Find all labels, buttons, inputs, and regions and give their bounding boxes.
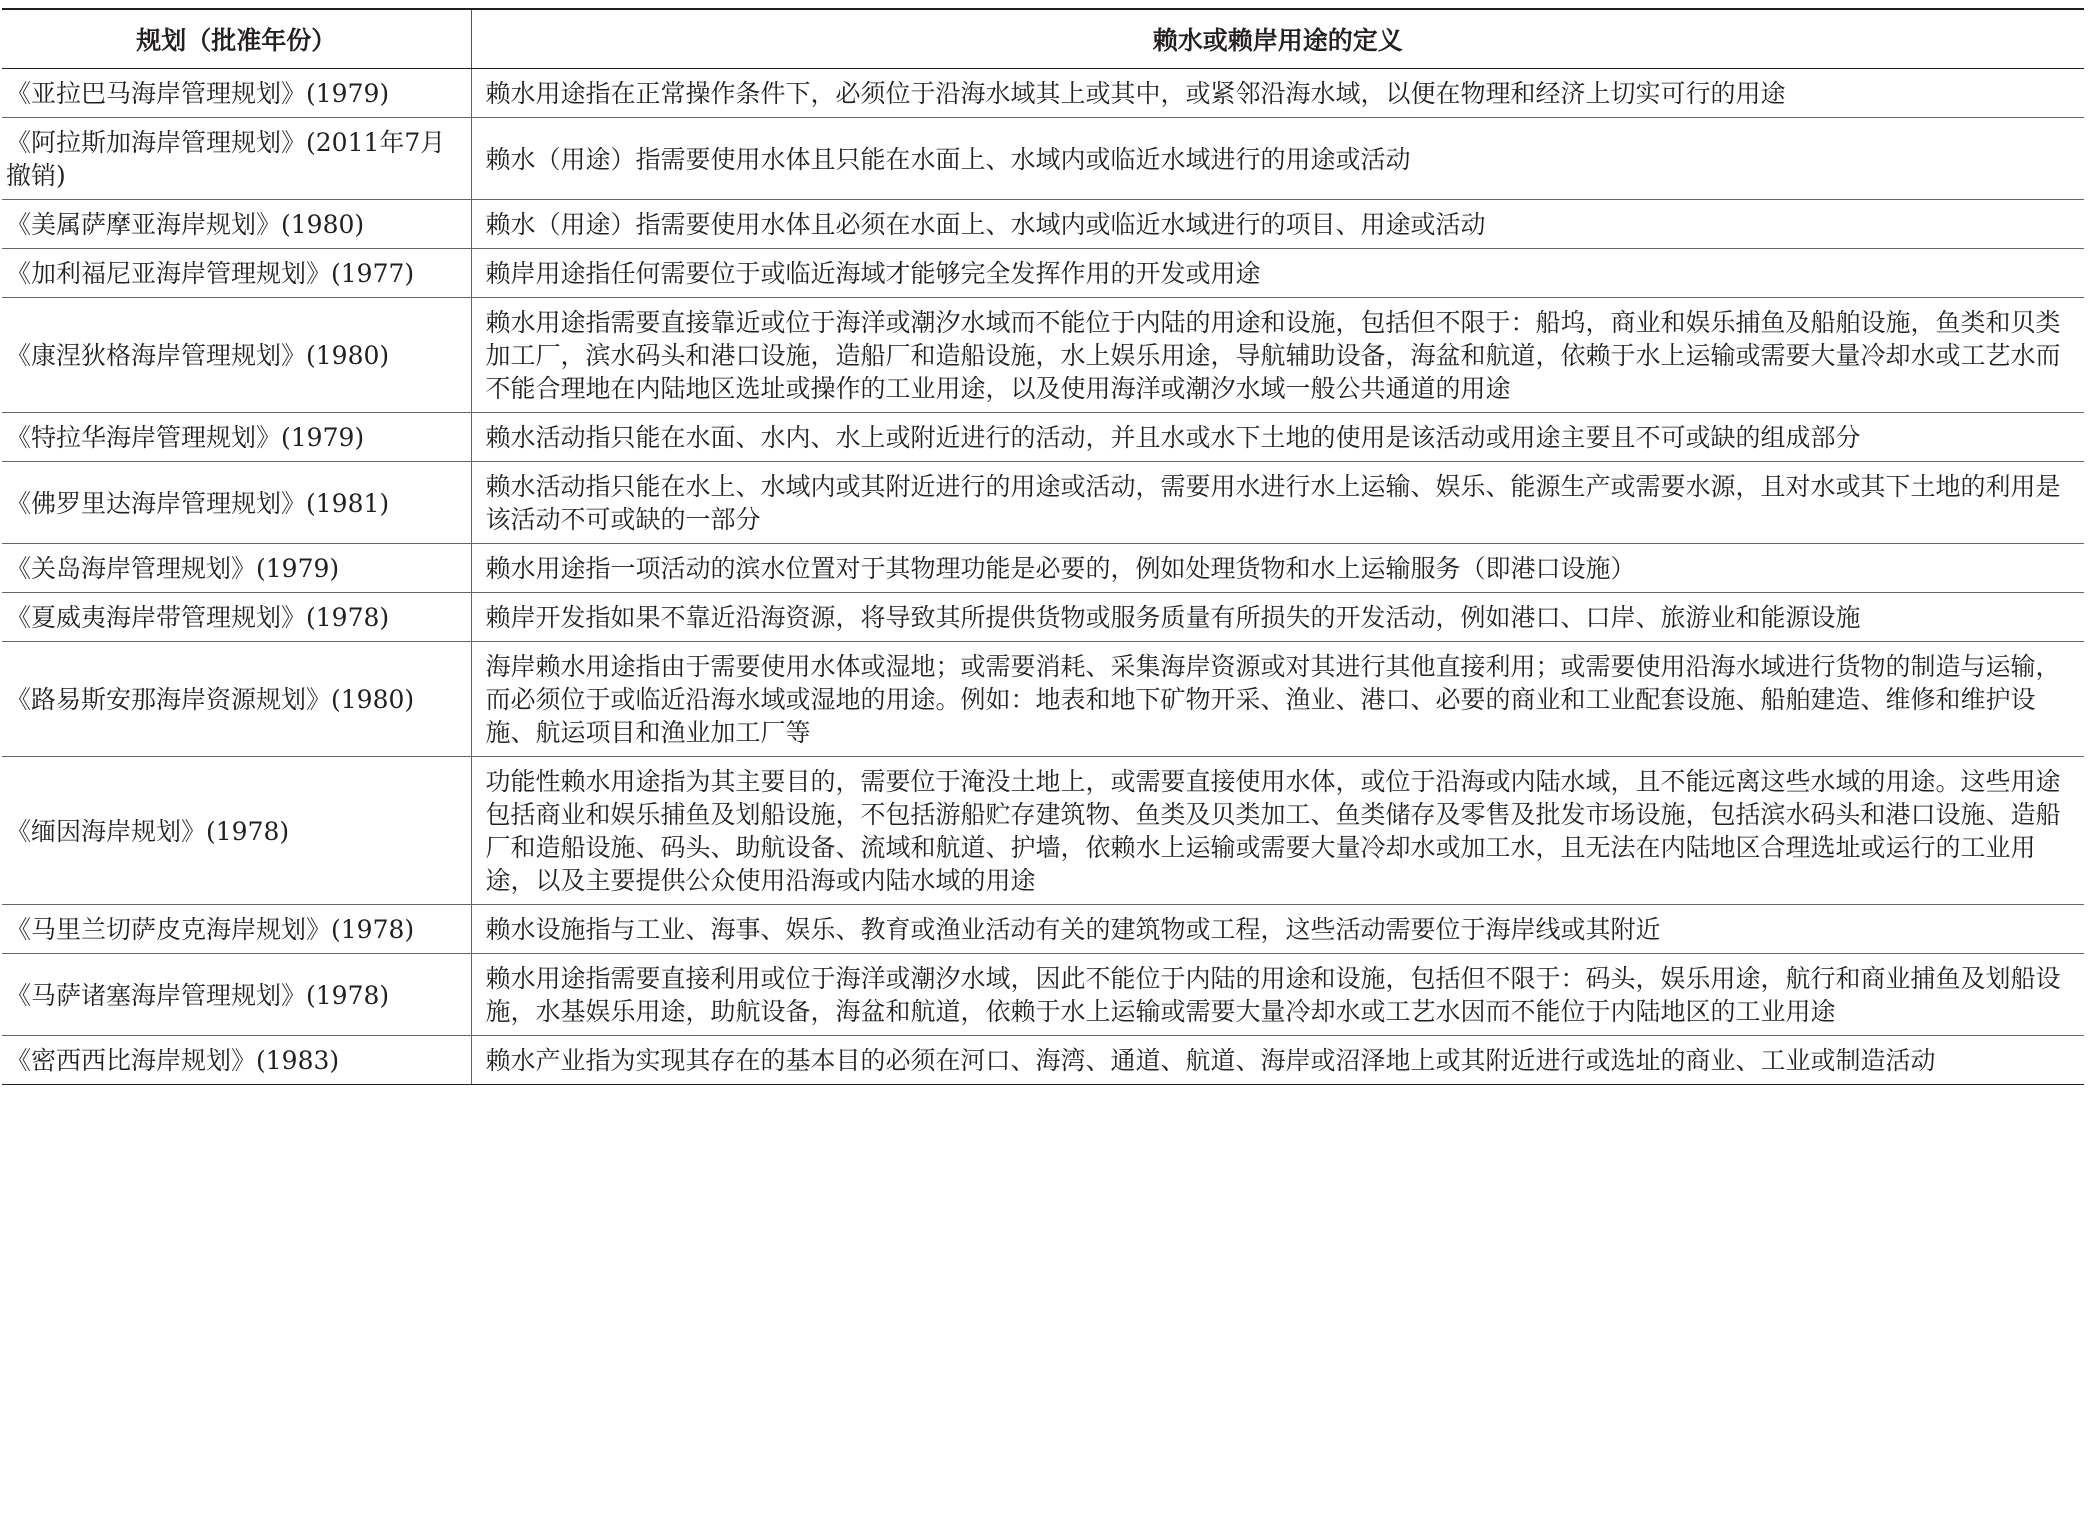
table-row [2,905,2084,954]
definitions-table [2,8,2084,1085]
plan-cell: 《美属萨摩亚海岸规划》(1980) [2,200,471,249]
definition-cell: 赖水用途指需要直接靠近或位于海洋或潮汐水域而不能位于内陆的用途和设施，包括但不限于：船坞，商业和娱乐捕鱼及船舶设施，鱼类和贝类加工厂，滨水码头和港口设施，造船厂和造船设施，水上娱乐用途，导航辅助设备，海盆和航道，依赖于水上运输或需要大量冷却水或工艺水而不能合理地在内陆地区选址或操作的工业用途，以及使用海洋或潮汐水域一般公共通道的用途 [471,298,2084,413]
header-row [2,9,2084,69]
plan-cell: 《路易斯安那海岸资源规划》(1980) [2,642,471,757]
table-row [2,413,2084,462]
table-body [2,69,2084,1085]
definition-cell: 赖水产业指为实现其存在的基本目的必须在河口、海湾、通道、航道、海岸或沼泽地上或其附近进行或选址的商业、工业或制造活动 [471,1036,2084,1085]
table-row [2,544,2084,593]
definition-cell: 赖水活动指只能在水面、水内、水上或附近进行的活动，并且水或水下土地的使用是该活动或用途主要且不可或缺的组成部分 [471,413,2084,462]
plan-cell: 《佛罗里达海岸管理规划》(1981) [2,462,471,544]
definition-cell: 赖水用途指需要直接利用或位于海洋或潮汐水域，因此不能位于内陆的用途和设施，包括但不限于：码头，娱乐用途，航行和商业捕鱼及划船设施，水基娱乐用途，助航设备，海盆和航道，依赖于水上运输或需要大量冷却水或工艺水因而不能位于内陆地区的工业用途 [471,954,2084,1036]
table-row [2,1036,2084,1085]
definition-cell: 赖水（用途）指需要使用水体且只能在水面上、水域内或临近水域进行的用途或活动 [471,118,2084,200]
plan-cell: 《马里兰切萨皮克海岸规划》(1978) [2,905,471,954]
table-row [2,298,2084,413]
plan-cell: 《缅因海岸规划》(1978) [2,757,471,905]
table-row [2,118,2084,200]
plan-cell: 《关岛海岸管理规划》(1979) [2,544,471,593]
table-row [2,757,2084,905]
plan-cell: 《马萨诸塞海岸管理规划》(1978) [2,954,471,1036]
plan-cell: 《康涅狄格海岸管理规划》(1980) [2,298,471,413]
definition-cell: 赖水用途指在正常操作条件下，必须位于沿海水域其上或其中，或紧邻沿海水域，以便在物理和经济上切实可行的用途 [471,69,2084,118]
header-plan: 规划（批准年份） [2,9,471,69]
table-row [2,69,2084,118]
definition-cell: 赖水设施指与工业、海事、娱乐、教育或渔业活动有关的建筑物或工程，这些活动需要位于海岸线或其附近 [471,905,2084,954]
definition-cell: 赖水活动指只能在水上、水域内或其附近进行的用途或活动，需要用水进行水上运输、娱乐、能源生产或需要水源，且对水或其下土地的利用是该活动不可或缺的一部分 [471,462,2084,544]
table-header [2,9,2084,69]
definition-cell: 赖岸开发指如果不靠近沿海资源，将导致其所提供货物或服务质量有所损失的开发活动，例如港口、口岸、旅游业和能源设施 [471,593,2084,642]
definition-cell: 功能性赖水用途指为其主要目的，需要位于淹没土地上，或需要直接使用水体，或位于沿海或内陆水域，且不能远离这些水域的用途。这些用途包括商业和娱乐捕鱼及划船设施，不包括游船贮存建筑物、鱼类及贝类加工、鱼类储存及零售及批发市场设施，包括滨水码头和港口设施、造船厂和造船设施、码头、助航设备、流域和航道、护墙，依赖水上运输或需要大量冷却水或加工水，且无法在内陆地区合理选址或运行的工业用途，以及主要提供公众使用沿海或内陆水域的用途 [471,757,2084,905]
header-definition: 赖水或赖岸用途的定义 [471,9,2084,69]
definition-cell: 赖水用途指一项活动的滨水位置对于其物理功能是必要的，例如处理货物和水上运输服务（即港口设施） [471,544,2084,593]
definition-cell: 赖水（用途）指需要使用水体且必须在水面上、水域内或临近水域进行的项目、用途或活动 [471,200,2084,249]
plan-cell: 《阿拉斯加海岸管理规划》(2011年7月撤销) [2,118,471,200]
plan-cell: 《夏威夷海岸带管理规划》(1978) [2,593,471,642]
table-row [2,593,2084,642]
definition-cell: 赖岸用途指任何需要位于或临近海域才能够完全发挥作用的开发或用途 [471,249,2084,298]
table-row [2,462,2084,544]
plan-cell: 《加利福尼亚海岸管理规划》(1977) [2,249,471,298]
plan-cell: 《亚拉巴马海岸管理规划》(1979) [2,69,471,118]
table-row [2,249,2084,298]
definition-cell: 海岸赖水用途指由于需要使用水体或湿地；或需要消耗、采集海岸资源或对其进行其他直接利用；或需要使用沿海水域进行货物的制造与运输，而必须位于或临近沿海水域或湿地的用途。例如：地表和地下矿物开采、渔业、港口、必要的商业和工业配套设施、船舶建造、维修和维护设施、航运项目和渔业加工厂等 [471,642,2084,757]
table-row [2,954,2084,1036]
plan-cell: 《密西西比海岸规划》(1983) [2,1036,471,1085]
plan-cell: 《特拉华海岸管理规划》(1979) [2,413,471,462]
table-row [2,642,2084,757]
table-row [2,200,2084,249]
